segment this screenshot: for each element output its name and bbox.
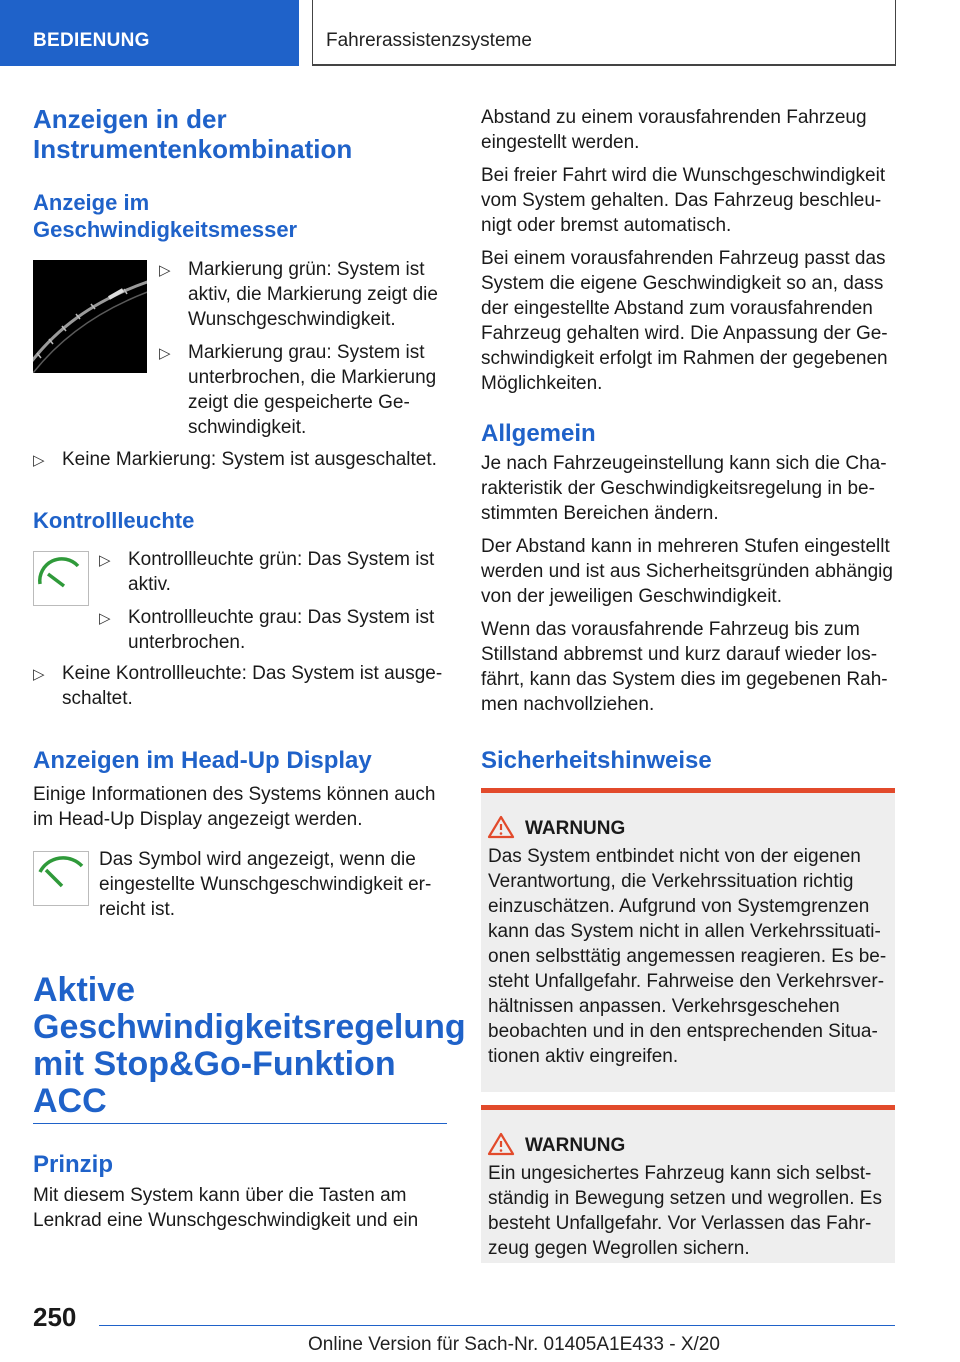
tacho-list-2 xyxy=(33,447,453,472)
heading-sicherheit: Sicherheitshinweise xyxy=(481,747,712,774)
kontroll-list-2 xyxy=(33,661,453,711)
paragraph: Je nach Fahrzeugeinstellung kann sich die Cha-rakteristik der Geschwindigkeitsregelung in be-stimmten Bereichen ändern. xyxy=(481,453,887,524)
list-item: ▷ Keine Kontrollleuchte: Das System ist ausge-schaltet. xyxy=(33,663,443,709)
footer-online-version: Online Version für Sach-Nr. 01405A1E433 - X/20 xyxy=(308,1334,720,1355)
paragraph: Abstand zu einem vorausfahrenden Fahrzeug eingestellt werden. xyxy=(481,107,867,153)
warning-title: WARNUNG xyxy=(525,1135,895,1157)
sicherheit-heading-block xyxy=(481,747,895,774)
warning-bar xyxy=(481,788,895,793)
warning-text: Ein ungesichertes Fahrzeug kann sich selbst-ständig in Bewegung setzen und wegrollen. Es besteht Unfallgefahr. Vor Verlassen das Fahr-zeug gegen Wegrollen sichern. xyxy=(488,1163,882,1259)
list-item: ▷ Markierung grau: System ist unterbrochen, die Markierung zeigt die gespeicherte Ge-schwindigkeit. xyxy=(159,342,437,438)
warning-triangle-icon xyxy=(487,1132,515,1156)
indicator-green-icon xyxy=(33,551,89,606)
heading-prinzip: Prinzip xyxy=(33,1151,114,1178)
heading-acc: Aktive Geschwindigkeitsregelung mit Stop&Go-Funktion ACC xyxy=(33,971,466,1120)
list-item: ▷ Kontrollleuchte grau: Das System ist unterbrochen. xyxy=(99,607,435,653)
acc-divider xyxy=(33,1123,447,1124)
hud-text: Einige Informationen des Systems können auch im Head-Up Display angezeigt werden. xyxy=(33,784,436,830)
paragraph: Bei freier Fahrt wird die Wunschgeschwindigkeit vom System gehalten. Das Fahrzeug beschleu-nigt oder bremst automatisch. xyxy=(481,165,886,236)
page-number: 250 xyxy=(33,1302,77,1332)
heading-anzeigen-block xyxy=(33,104,453,164)
heading-anzeigen: Anzeigen in der Instrumentenkombination xyxy=(33,104,353,164)
prinzip-section xyxy=(33,1151,453,1233)
warning-title: WARNUNG xyxy=(525,818,895,840)
hud-section xyxy=(33,747,453,832)
warning-triangle-icon xyxy=(487,815,515,839)
right-intro xyxy=(481,105,895,396)
speedometer-image xyxy=(33,260,147,373)
allgemein-section xyxy=(481,420,895,717)
section-label: BEDIENUNG xyxy=(33,30,150,51)
list-item: ▷ Markierung grün: System ist aktiv, die Markierung zeigt die Wunschgeschwindigkeit. xyxy=(159,259,438,330)
paragraph: Bei einem vorausfahrenden Fahrzeug passt das System die eigene Geschwindigkeit so an, dass der eingestellte Abstand zum vorausfahrenden Fahrzeug gehalten wird. Die Anpassung der Ge-schwindigkeit erfolgt im Rahmen der gegebenen Möglichkeiten. xyxy=(481,248,888,394)
section-tab xyxy=(0,0,299,66)
heading-kontroll-block xyxy=(33,507,453,534)
kontroll-list xyxy=(99,547,444,655)
list-item: ▷ Kontrollleuchte grün: Das System ist aktiv. xyxy=(99,549,435,595)
warning-box-2 xyxy=(481,1105,895,1263)
heading-kontroll: Kontrollleuchte xyxy=(33,508,195,533)
acc-title-block xyxy=(33,971,466,1120)
hud-symbol-note: Das Symbol wird angezeigt, wenn die eingestellte Wunschgeschwindigkeit er-reicht ist. xyxy=(99,849,432,920)
speedometer-marking-icon xyxy=(33,260,147,373)
footer-divider xyxy=(99,1325,895,1326)
warning-box-1 xyxy=(481,788,895,1092)
warning-text: Das System entbindet nicht von der eigenen Verantwortung, die Verkehrssituation richtig einzuschätzen. Aufgrund von Systemgrenzen kann das System nicht in allen Verkehrssituati-onen selbsttätig angemessen reagieren. Es be-steht Unfallgefahr. Fahrweise den Verkehrsver-hältnissen anpassen. Verkehrsgeschehen beobachten und in den entsprechenden Situa-tionen aktiv eingreifen. xyxy=(488,846,887,1067)
chapter-label: Fahrerassistenzsysteme xyxy=(326,30,532,51)
heading-allgemein: Allgemein xyxy=(481,420,596,447)
prinzip-text: Mit diesem System kann über die Tasten am Lenkrad eine Wunschgeschwindigkeit und ein xyxy=(33,1185,419,1231)
warning-bar xyxy=(481,1105,895,1110)
heading-tacho: Anzeige im Geschwindigkeitsmesser xyxy=(33,190,298,242)
hud-symbol-icon xyxy=(33,851,89,906)
tacho-list xyxy=(159,257,444,440)
paragraph: Der Abstand kann in mehreren Stufen eingestellt werden und ist aus Sicherheitsgründen abhängig von der jeweiligen Geschwindigkeit. xyxy=(481,536,893,607)
paragraph: Wenn das vorausfahrende Fahrzeug bis zum Stillstand abbremst und kurz darauf wieder los-fährt, kann das System dies im gegebenen Rah-men nachvollziehen. xyxy=(481,619,888,715)
list-item: ▷ Keine Markierung: System ist ausgeschaltet. xyxy=(33,449,437,470)
chapter-header xyxy=(312,0,896,66)
heading-tacho-block xyxy=(33,189,373,243)
heading-hud: Anzeigen im Head-Up Display xyxy=(33,747,372,774)
